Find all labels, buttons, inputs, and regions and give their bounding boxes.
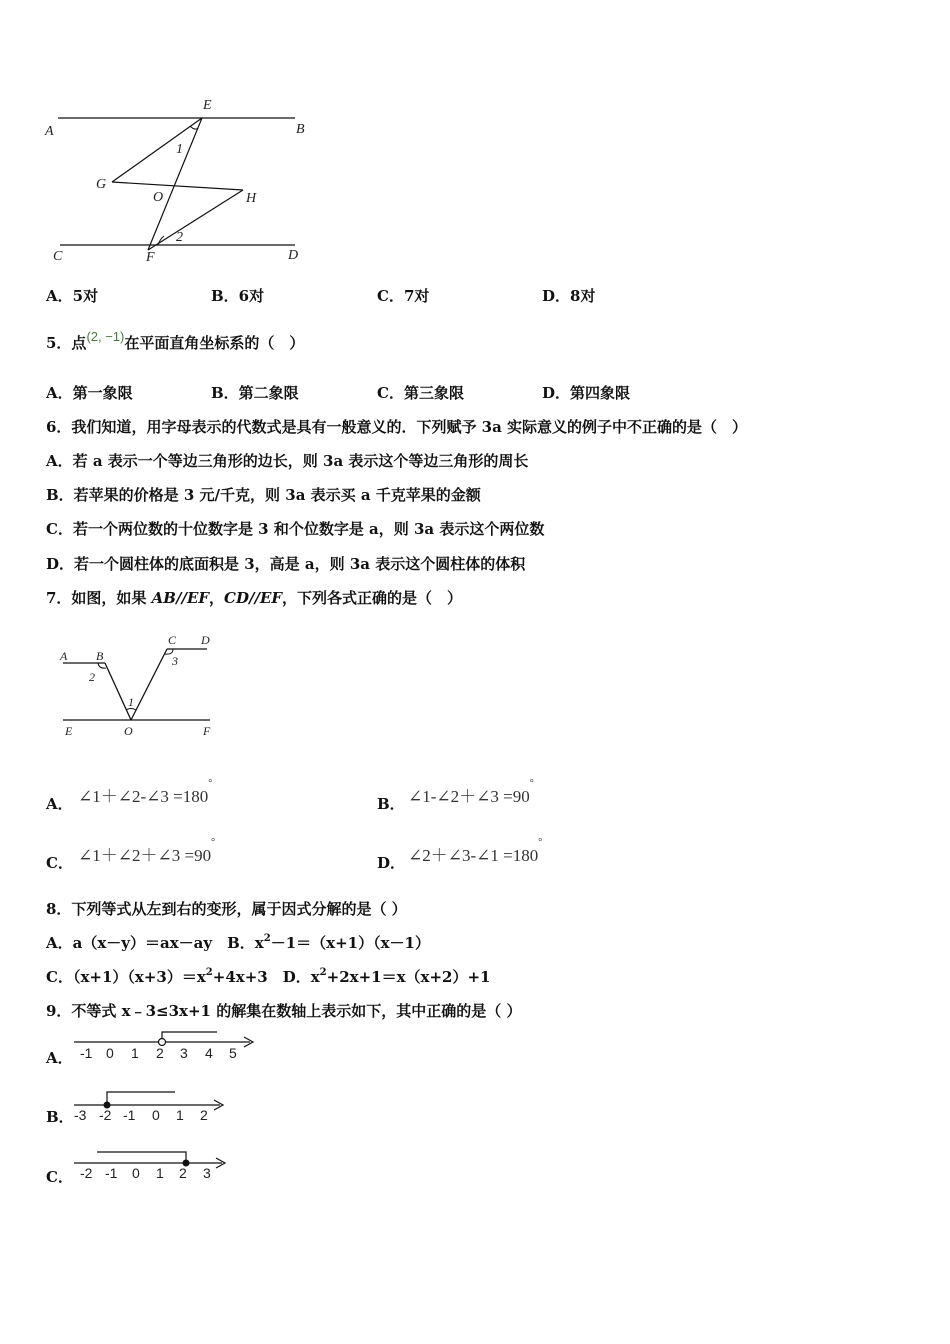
- label-d: D: [288, 248, 299, 263]
- q8-row2-a: C．（x+1）（x+3）＝x: [46, 968, 206, 986]
- label-b: B: [96, 649, 104, 663]
- q5-stem: [46, 329, 305, 353]
- q5-option-c[interactable]: C．第三象限: [377, 384, 464, 402]
- q7-figure: [55, 630, 225, 740]
- q7-option-c-expr[interactable]: [78, 837, 216, 866]
- q7-option-d-text: ∠2＋∠3-∠1 =180: [408, 846, 539, 865]
- q7-stem-c: ，: [209, 589, 225, 607]
- q7-ab-ef: AB//EF: [151, 589, 210, 607]
- tick-label: -2: [80, 1165, 93, 1181]
- q9-option-c-number-line[interactable]: [72, 1146, 242, 1182]
- q6-option-a[interactable]: A．若 a 表示一个等边三角形的边长，则 3a 表示这个等边三角形的周长: [46, 452, 529, 470]
- q6-option-b[interactable]: B．若苹果的价格是 3 元/千克，则 3a 表示买 a 千克苹果的金额: [46, 486, 481, 504]
- exponent: 2: [205, 967, 213, 978]
- label-e: E: [203, 98, 212, 113]
- q8-options-row1[interactable]: [46, 934, 430, 952]
- q5-text: 在平面直角坐标系的（ ）: [124, 334, 305, 352]
- q7-stem-a: 7．如图，如果: [46, 589, 152, 607]
- degree-mark: °: [538, 837, 543, 848]
- tick-label: -3: [74, 1107, 87, 1123]
- tick-label: 1: [156, 1165, 164, 1181]
- q8-row2-b: +4x+3 D．x: [212, 968, 320, 986]
- q7-option-c-letter[interactable]: C．: [46, 854, 73, 872]
- label-b: B: [296, 122, 305, 137]
- label-c: C: [53, 249, 63, 264]
- q7-option-b-expr[interactable]: [408, 778, 534, 807]
- degree-mark: °: [208, 778, 213, 789]
- solution-bracket: [97, 1152, 186, 1163]
- q4-figure: [40, 95, 320, 265]
- tick-label: 2: [179, 1165, 187, 1181]
- label-1: 1: [128, 695, 134, 709]
- tick-label: 2: [156, 1045, 164, 1061]
- q5-option-d[interactable]: D．第四象限: [542, 384, 631, 402]
- tick-label: 5: [229, 1045, 237, 1061]
- label-g: G: [96, 177, 107, 192]
- tick-label: 3: [203, 1165, 211, 1181]
- q7-option-d-letter[interactable]: D．: [377, 854, 406, 872]
- label-f: F: [203, 724, 211, 738]
- tick-label: -2: [99, 1107, 112, 1123]
- q5-point: (2, −1): [86, 329, 125, 344]
- q8-row1-a: A．a（x－y）＝ax－ay B．x: [46, 934, 264, 952]
- q9-option-b-letter[interactable]: B．: [46, 1108, 74, 1126]
- q8-stem: 8．下列等式从左到右的变形，属于因式分解的是（ ）: [46, 900, 407, 918]
- q7-option-d-expr[interactable]: [408, 837, 543, 866]
- label-1: 1: [176, 142, 183, 157]
- tick-label: 4: [205, 1045, 213, 1061]
- solution-bracket: [107, 1092, 175, 1105]
- label-o: O: [124, 724, 133, 738]
- label-d: D: [201, 633, 210, 647]
- tick-label: 1: [131, 1045, 139, 1061]
- q4-option-c[interactable]: C．7对: [377, 287, 430, 305]
- q7-stem: [46, 589, 462, 607]
- tick-label: -1: [80, 1045, 93, 1061]
- q7-option-a-text: ∠1＋∠2-∠3 =180: [78, 787, 209, 806]
- q7-option-b-letter[interactable]: B．: [377, 795, 405, 813]
- tick-label: 3: [180, 1045, 188, 1061]
- q9-option-b-number-line[interactable]: [72, 1088, 242, 1124]
- q9-option-c-letter[interactable]: C．: [46, 1168, 73, 1186]
- label-2: 2: [89, 670, 95, 684]
- label-h: H: [246, 191, 257, 206]
- tick-label: 1: [176, 1107, 184, 1123]
- q6-stem: 6．我们知道，用字母表示的代数式是具有一般意义的．下列赋予 3a 实际意义的例子中不正确的是（ ）: [46, 418, 748, 436]
- q6-option-d[interactable]: D．若一个圆柱体的底面积是 3，高是 a，则 3a 表示这个圆柱体的体积: [46, 555, 526, 573]
- q4-option-d[interactable]: D．8对: [542, 287, 596, 305]
- q5-option-b[interactable]: B．第二象限: [211, 384, 299, 402]
- q8-row1-b: －1＝（x+1）（x－1）: [270, 934, 430, 952]
- q7-option-a-letter[interactable]: A．: [46, 795, 73, 813]
- tick-label: 2: [200, 1107, 208, 1123]
- q9-option-a-letter[interactable]: A．: [46, 1049, 73, 1067]
- q7-option-a-expr[interactable]: [78, 778, 213, 807]
- label-o: O: [153, 190, 164, 205]
- line-co: [131, 649, 167, 720]
- q7-cd-ef: CD//EF: [224, 589, 283, 607]
- label-a: A: [60, 649, 68, 663]
- degree-mark: °: [211, 837, 216, 848]
- q5-option-a[interactable]: A．第一象限: [46, 384, 133, 402]
- label-2: 2: [176, 230, 183, 245]
- line-bo: [105, 663, 131, 720]
- angle-1-arc: [190, 126, 198, 129]
- q9-stem: 9．不等式 x﹣3≤3x+1 的解集在数轴上表示如下，其中正确的是（ ）: [46, 1002, 522, 1020]
- exponent: 2: [319, 967, 327, 978]
- q8-options-row2[interactable]: [46, 968, 490, 986]
- q8-row2-c: +2x+1＝x（x+2）+1: [326, 968, 491, 986]
- label-c: C: [168, 633, 177, 647]
- exponent: 2: [263, 933, 271, 944]
- q4-option-a[interactable]: A．5对: [46, 287, 99, 305]
- solution-bracket: [162, 1032, 217, 1042]
- tick-label: -1: [105, 1165, 118, 1181]
- q5-number: 5．点: [46, 334, 87, 352]
- tick-label: 0: [152, 1107, 160, 1123]
- label-3: 3: [172, 654, 178, 668]
- q6-option-c[interactable]: C．若一个两位数的十位数字是 3 和个位数字是 a，则 3a 表示这个两位数: [46, 520, 545, 538]
- q9-option-a-number-line[interactable]: [72, 1030, 262, 1064]
- label-e: E: [65, 724, 73, 738]
- label-a: A: [45, 124, 54, 139]
- q7-option-b-text: ∠1-∠2＋∠3 =90: [408, 787, 530, 806]
- tick-label: 0: [132, 1165, 140, 1181]
- q4-option-b[interactable]: B．6对: [211, 287, 265, 305]
- q7-option-c-text: ∠1＋∠2＋∠3 =90: [78, 846, 212, 865]
- tick-label: -1: [123, 1107, 136, 1123]
- q7-stem-e: ，下列各式正确的是（ ）: [282, 589, 463, 607]
- label-f: F: [146, 250, 155, 265]
- line-gh: [112, 182, 243, 190]
- degree-mark: °: [529, 778, 534, 789]
- tick-label: 0: [106, 1045, 114, 1061]
